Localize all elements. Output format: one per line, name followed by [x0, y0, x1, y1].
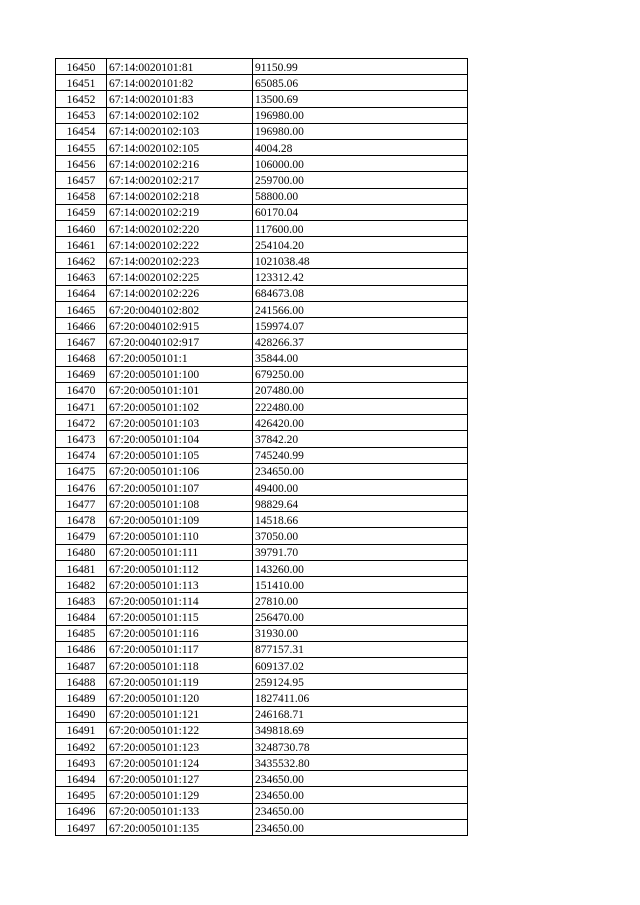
row-number-cell: 16482	[56, 577, 107, 593]
value-cell: 49400.00	[253, 479, 468, 495]
cadastral-number-cell: 67:14:0020102:217	[107, 172, 253, 188]
value-cell: 14518.66	[253, 512, 468, 528]
cadastral-number-cell: 67:20:0050101:133	[107, 803, 253, 819]
cadastral-number-cell: 67:20:0050101:118	[107, 657, 253, 673]
value-cell: 65085.06	[253, 75, 468, 91]
value-cell: 234650.00	[253, 771, 468, 787]
table-row	[56, 269, 468, 285]
row-number-cell: 16453	[56, 107, 107, 123]
cadastral-number-cell: 67:20:0050101:111	[107, 544, 253, 560]
cadastral-number-cell: 67:20:0050101:106	[107, 463, 253, 479]
row-number-cell: 16491	[56, 722, 107, 738]
cadastral-number-cell: 67:20:0050101:114	[107, 593, 253, 609]
table-row	[56, 204, 468, 220]
cadastral-number-cell: 67:14:0020102:216	[107, 156, 253, 172]
table-row	[56, 755, 468, 771]
row-number-cell: 16481	[56, 560, 107, 576]
cadastral-number-cell: 67:14:0020102:105	[107, 139, 253, 155]
table-row	[56, 641, 468, 657]
row-number-cell: 16474	[56, 447, 107, 463]
value-cell: 207480.00	[253, 382, 468, 398]
row-number-cell: 16462	[56, 253, 107, 269]
row-number-cell: 16473	[56, 431, 107, 447]
table-row	[56, 577, 468, 593]
table-row	[56, 787, 468, 803]
value-cell: 31930.00	[253, 625, 468, 641]
value-cell: 254104.20	[253, 237, 468, 253]
cadastral-number-cell: 67:20:0050101:103	[107, 415, 253, 431]
cadastral-number-cell: 67:14:0020102:103	[107, 123, 253, 139]
cadastral-number-cell: 67:20:0050101:123	[107, 738, 253, 754]
cadastral-number-cell: 67:20:0050101:109	[107, 512, 253, 528]
table-row	[56, 479, 468, 495]
cadastral-number-cell: 67:20:0040102:802	[107, 301, 253, 317]
row-number-cell: 16486	[56, 641, 107, 657]
row-number-cell: 16490	[56, 706, 107, 722]
cadastral-number-cell: 67:20:0050101:112	[107, 560, 253, 576]
value-cell: 259124.95	[253, 674, 468, 690]
table-row	[56, 253, 468, 269]
value-cell: 37050.00	[253, 528, 468, 544]
row-number-cell: 16459	[56, 204, 107, 220]
table-row	[56, 188, 468, 204]
table-row	[56, 59, 468, 75]
value-cell: 117600.00	[253, 220, 468, 236]
table-row	[56, 431, 468, 447]
value-cell: 246168.71	[253, 706, 468, 722]
table-row	[56, 75, 468, 91]
table-row	[56, 237, 468, 253]
table-row	[56, 398, 468, 414]
cadastral-number-cell: 67:20:0050101:108	[107, 496, 253, 512]
table-row	[56, 447, 468, 463]
row-number-cell: 16478	[56, 512, 107, 528]
value-cell: 143260.00	[253, 560, 468, 576]
cadastral-number-cell: 67:14:0020102:220	[107, 220, 253, 236]
data-table	[55, 58, 468, 836]
row-number-cell: 16479	[56, 528, 107, 544]
value-cell: 234650.00	[253, 819, 468, 835]
cadastral-number-cell: 67:20:0050101:135	[107, 819, 253, 835]
table-row	[56, 156, 468, 172]
table-row	[56, 625, 468, 641]
cadastral-number-cell: 67:20:0050101:113	[107, 577, 253, 593]
value-cell: 196980.00	[253, 107, 468, 123]
value-cell: 234650.00	[253, 803, 468, 819]
table-row	[56, 350, 468, 366]
row-number-cell: 16493	[56, 755, 107, 771]
cadastral-number-cell: 67:20:0050101:110	[107, 528, 253, 544]
value-cell: 159974.07	[253, 318, 468, 334]
row-number-cell: 16475	[56, 463, 107, 479]
row-number-cell: 16472	[56, 415, 107, 431]
cadastral-number-cell: 67:20:0040102:917	[107, 334, 253, 350]
row-number-cell: 16463	[56, 269, 107, 285]
cadastral-number-cell: 67:14:0020102:223	[107, 253, 253, 269]
row-number-cell: 16480	[56, 544, 107, 560]
table-row	[56, 674, 468, 690]
row-number-cell: 16451	[56, 75, 107, 91]
value-cell: 1021038.48	[253, 253, 468, 269]
cadastral-number-cell: 67:20:0050101:115	[107, 609, 253, 625]
row-number-cell: 16492	[56, 738, 107, 754]
cadastral-number-cell: 67:20:0050101:119	[107, 674, 253, 690]
cadastral-number-cell: 67:20:0050101:105	[107, 447, 253, 463]
table-body	[56, 59, 468, 836]
table-row	[56, 318, 468, 334]
table-row	[56, 803, 468, 819]
value-cell: 91150.99	[253, 59, 468, 75]
value-cell: 3248730.78	[253, 738, 468, 754]
row-number-cell: 16457	[56, 172, 107, 188]
value-cell: 428266.37	[253, 334, 468, 350]
row-number-cell: 16467	[56, 334, 107, 350]
table-row	[56, 560, 468, 576]
table-row	[56, 706, 468, 722]
table-row	[56, 738, 468, 754]
value-cell: 27810.00	[253, 593, 468, 609]
cadastral-number-cell: 67:20:0050101:124	[107, 755, 253, 771]
cadastral-number-cell: 67:20:0050101:122	[107, 722, 253, 738]
cadastral-number-cell: 67:14:0020102:225	[107, 269, 253, 285]
table-row	[56, 366, 468, 382]
table-row	[56, 139, 468, 155]
cadastral-number-cell: 67:20:0050101:120	[107, 690, 253, 706]
cadastral-number-cell: 67:14:0020102:219	[107, 204, 253, 220]
cadastral-number-cell: 67:20:0050101:127	[107, 771, 253, 787]
cadastral-number-cell: 67:14:0020102:222	[107, 237, 253, 253]
value-cell: 123312.42	[253, 269, 468, 285]
value-cell: 3435532.80	[253, 755, 468, 771]
cadastral-number-cell: 67:20:0050101:1	[107, 350, 253, 366]
value-cell: 877157.31	[253, 641, 468, 657]
value-cell: 234650.00	[253, 787, 468, 803]
row-number-cell: 16496	[56, 803, 107, 819]
value-cell: 39791.70	[253, 544, 468, 560]
cadastral-number-cell: 67:20:0050101:101	[107, 382, 253, 398]
row-number-cell: 16487	[56, 657, 107, 673]
table-row	[56, 172, 468, 188]
row-number-cell: 16468	[56, 350, 107, 366]
row-number-cell: 16466	[56, 318, 107, 334]
cadastral-number-cell: 67:14:0020101:81	[107, 59, 253, 75]
value-cell: 37842.20	[253, 431, 468, 447]
row-number-cell: 16476	[56, 479, 107, 495]
row-number-cell: 16450	[56, 59, 107, 75]
value-cell: 349818.69	[253, 722, 468, 738]
table-row	[56, 91, 468, 107]
row-number-cell: 16461	[56, 237, 107, 253]
table-row	[56, 463, 468, 479]
table-row	[56, 107, 468, 123]
cadastral-number-cell: 67:20:0050101:102	[107, 398, 253, 414]
value-cell: 684673.08	[253, 285, 468, 301]
row-number-cell: 16483	[56, 593, 107, 609]
value-cell: 679250.00	[253, 366, 468, 382]
value-cell: 1827411.06	[253, 690, 468, 706]
table-row	[56, 382, 468, 398]
table-row	[56, 528, 468, 544]
table-row	[56, 593, 468, 609]
row-number-cell: 16477	[56, 496, 107, 512]
cadastral-number-cell: 67:20:0050101:116	[107, 625, 253, 641]
table-row	[56, 301, 468, 317]
table-row	[56, 771, 468, 787]
table-row	[56, 285, 468, 301]
row-number-cell: 16458	[56, 188, 107, 204]
value-cell: 58800.00	[253, 188, 468, 204]
table-row	[56, 123, 468, 139]
table-row	[56, 819, 468, 835]
row-number-cell: 16495	[56, 787, 107, 803]
row-number-cell: 16497	[56, 819, 107, 835]
cadastral-number-cell: 67:14:0020101:82	[107, 75, 253, 91]
row-number-cell: 16456	[56, 156, 107, 172]
table-row	[56, 512, 468, 528]
value-cell: 106000.00	[253, 156, 468, 172]
value-cell: 609137.02	[253, 657, 468, 673]
row-number-cell: 16465	[56, 301, 107, 317]
row-number-cell: 16454	[56, 123, 107, 139]
row-number-cell: 16464	[56, 285, 107, 301]
cadastral-number-cell: 67:20:0050101:121	[107, 706, 253, 722]
table-row	[56, 657, 468, 673]
table-row	[56, 220, 468, 236]
table-row	[56, 544, 468, 560]
value-cell: 60170.04	[253, 204, 468, 220]
cadastral-number-cell: 67:14:0020102:226	[107, 285, 253, 301]
table-row	[56, 496, 468, 512]
cadastral-number-cell: 67:20:0050101:104	[107, 431, 253, 447]
row-number-cell: 16494	[56, 771, 107, 787]
table-row	[56, 690, 468, 706]
row-number-cell: 16489	[56, 690, 107, 706]
cadastral-number-cell: 67:20:0050101:129	[107, 787, 253, 803]
cadastral-number-cell: 67:20:0040102:915	[107, 318, 253, 334]
value-cell: 256470.00	[253, 609, 468, 625]
row-number-cell: 16452	[56, 91, 107, 107]
cadastral-number-cell: 67:20:0050101:100	[107, 366, 253, 382]
row-number-cell: 16471	[56, 398, 107, 414]
row-number-cell: 16484	[56, 609, 107, 625]
row-number-cell: 16470	[56, 382, 107, 398]
row-number-cell: 16460	[56, 220, 107, 236]
value-cell: 196980.00	[253, 123, 468, 139]
value-cell: 259700.00	[253, 172, 468, 188]
cadastral-number-cell: 67:20:0050101:117	[107, 641, 253, 657]
row-number-cell: 16485	[56, 625, 107, 641]
row-number-cell: 16488	[56, 674, 107, 690]
table-row	[56, 415, 468, 431]
cadastral-number-cell: 67:14:0020101:83	[107, 91, 253, 107]
value-cell: 151410.00	[253, 577, 468, 593]
value-cell: 222480.00	[253, 398, 468, 414]
table-row	[56, 334, 468, 350]
value-cell: 4004.28	[253, 139, 468, 155]
value-cell: 13500.69	[253, 91, 468, 107]
cadastral-number-cell: 67:14:0020102:102	[107, 107, 253, 123]
cadastral-number-cell: 67:14:0020102:218	[107, 188, 253, 204]
value-cell: 426420.00	[253, 415, 468, 431]
cadastral-number-cell: 67:20:0050101:107	[107, 479, 253, 495]
value-cell: 98829.64	[253, 496, 468, 512]
value-cell: 241566.00	[253, 301, 468, 317]
value-cell: 745240.99	[253, 447, 468, 463]
value-cell: 35844.00	[253, 350, 468, 366]
table-row	[56, 609, 468, 625]
value-cell: 234650.00	[253, 463, 468, 479]
row-number-cell: 16455	[56, 139, 107, 155]
table-row	[56, 722, 468, 738]
row-number-cell: 16469	[56, 366, 107, 382]
